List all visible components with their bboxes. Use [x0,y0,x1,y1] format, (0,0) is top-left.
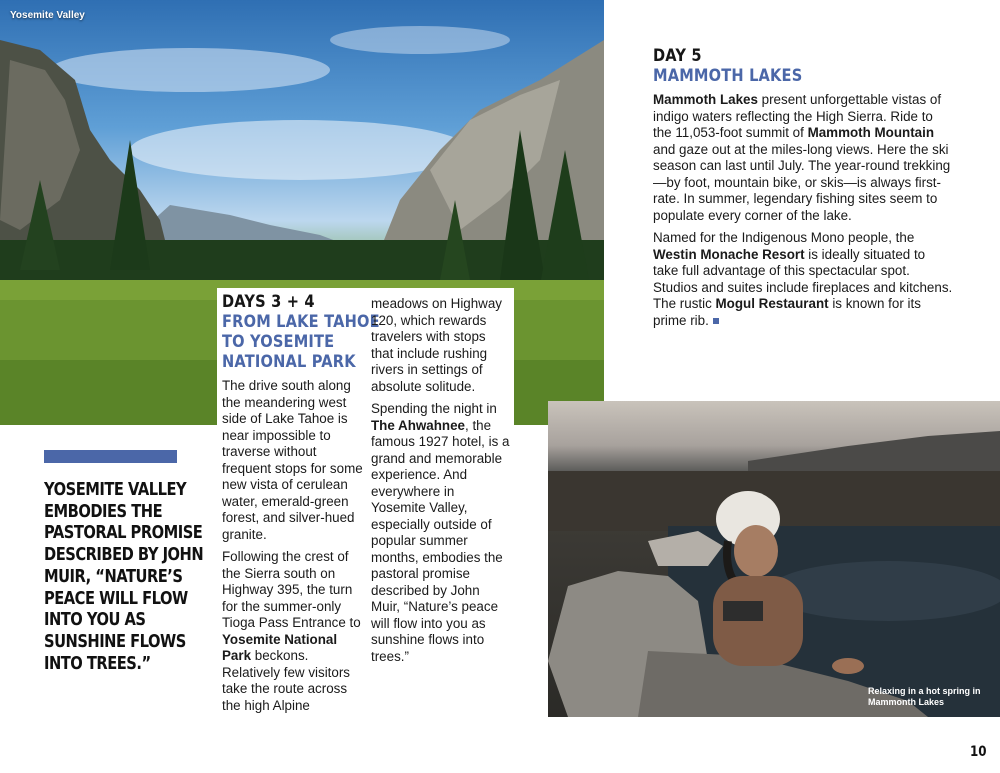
text-run-0: Named for the Indigenous Mono people, the [653,230,915,245]
end-mark-square-icon [713,318,719,324]
days-3-4-column-1 [222,292,380,720]
days-3-4-title-line-2: TO YOSEMITE [222,332,335,352]
days-3-4-paragraph-3: meadows on Highway 120, which rewards travelers with stops that include rushing rivers in settings of absolute solitude. [371,296,502,394]
day-5-paragraph-2-text [653,230,952,328]
text-run-0: Following the crest of the Sierra south on Highway 395, the turn for the summer-only Tioga Pass Entrance to [222,549,361,630]
hot-spring-photo [548,401,1000,717]
days-3-4-title-line-3: NATIONAL PARK [222,352,356,372]
day-5-paragraph-1 [653,92,953,224]
days-3-4-column-2 [371,296,511,671]
pull-quote: YOSEMITE VALLEY EMBODIES THE PASTORAL PROMISE DESCRIBED BY JOHN MUIR, “NATURE’S PEACE WILL FLOW INTO YOU AS SUNSHINE FLOWS INTO TREES.” [44,480,204,674]
day-5-section [653,46,953,335]
days-3-4-paragraph-1: The drive south along the meandering west side of Lake Tahoe is near impossible to traverse without frequent stops for some new vista of cerulean water, emerald-green forest, and silver-hued granite. [222,378,363,542]
photo-caption-hot-spring: Relaxing in a hot spring in Mammonth Lakes [868,686,981,707]
day-5-title: MAMMOTH LAKES [653,66,803,86]
text-run-4: is known for its prime rib. [653,296,921,328]
page-number: 10 [970,744,987,760]
pull-quote-accent-bar [44,450,177,463]
text-run-2: is ideally situated to take full advantage of this spectacular spot. Studios and suites include fireplaces and kitchens. The rustic [653,246,953,311]
bold-name-3: Mogul Restaurant [715,296,829,311]
bold-name-1: The Ahwahnee [371,417,465,433]
bold-name-1: Westin Monache Resort [653,246,805,262]
bold-name-2: Mammoth Mountain [807,125,935,140]
day-5-label: DAY 5 [653,46,702,66]
days-3-4-paragraph-4 [371,401,511,665]
photo-caption-yosemite: Yosemite Valley [10,10,85,21]
days-3-4-paragraph-2 [222,549,367,714]
bold-name-1: Yosemite National Park [222,631,338,663]
days-3-4-title-line-1: FROM LAKE TAHOE [222,312,380,332]
text-run-1: present unforgettable vistas of indigo waters reflecting the High Sierra. Ride to the 11,053-foot summit of [653,92,942,140]
text-run-2: beckons. Relatively few visitors take the route across the high Alpine [222,648,350,713]
text-run-0: Spending the night in [371,401,497,416]
text-run-3: and gaze out at the miles-long views. Here the ski season can last until July. The year-round trekking—by foot, mountain bike, or skis—is always first-rate. In summer, legendary fishing sites seem to populate every corner of the lake. [653,141,951,223]
days-3-4-label: DAYS 3 + 4 [222,292,315,312]
bold-name-0: Mammoth Lakes [653,92,758,107]
day-5-paragraph-2 [653,230,953,329]
hot-spring-scene-illustration [548,401,1000,717]
text-run-2: , the famous 1927 hotel, is a grand and memorable experience. And everywhere in Yosemite Valley, especially outside of popular summer months, embodies the pastoral promise described by John Muir, “Nature’s peace will flow into you as sunshine flows into trees.” [371,417,510,664]
